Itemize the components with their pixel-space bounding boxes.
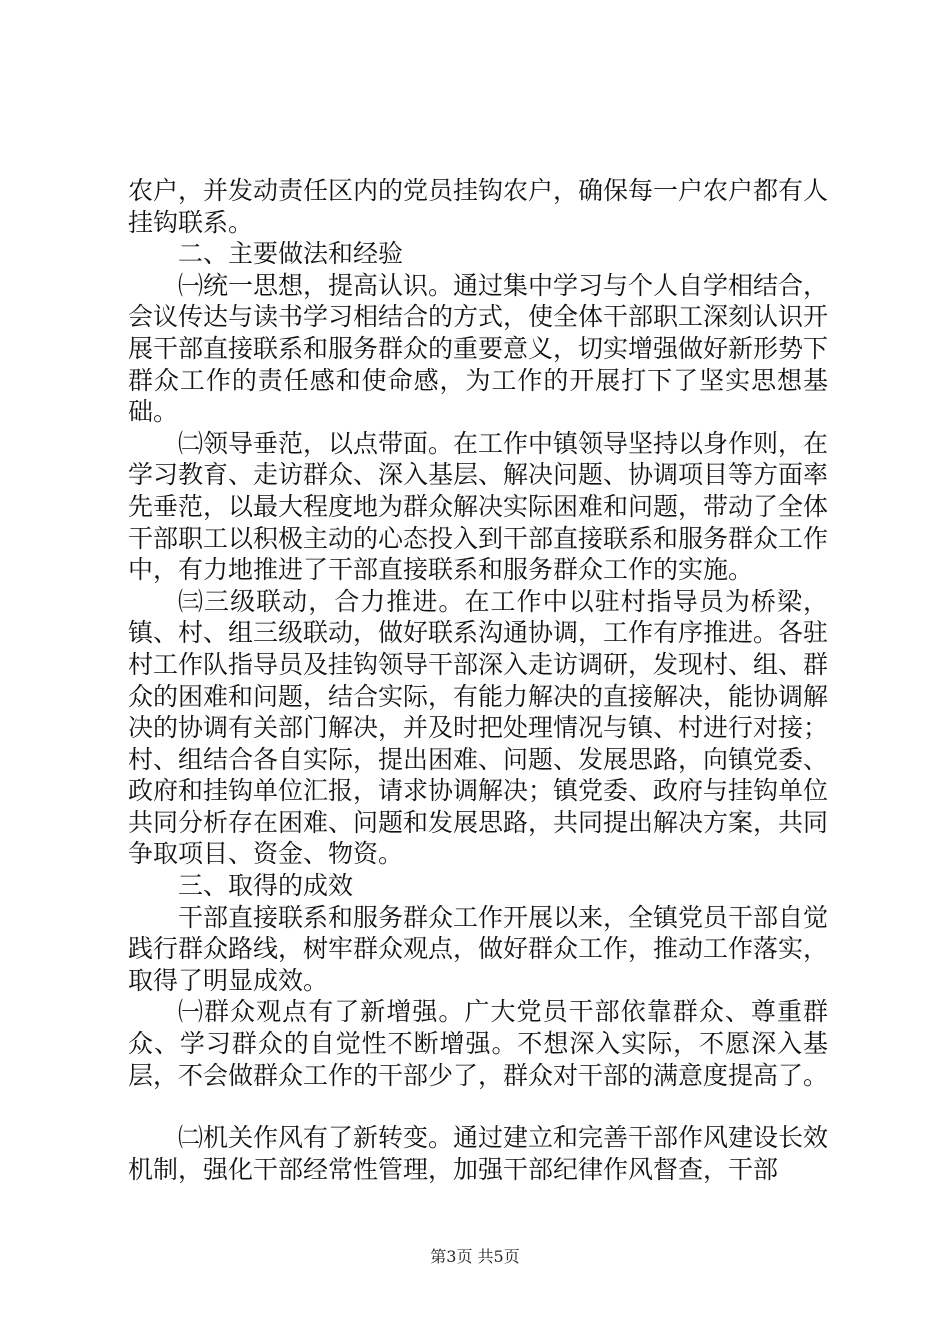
paragraph-continuation: 农户，并发动责任区内的党员挂钩农户，确保每一户农户都有人挂钩联系。 — [128, 176, 829, 237]
paragraph-three-level-linkage: ㈢三级联动，合力推进。在工作中以驻村指导员为桥梁，镇、村、组三级联动，做好联系沟通协调，工作有序推进。各驻村工作队指导员及挂钩领导干部深入走访调研，发现村、组、群众的困难和问题，结合实际，有能力解决的直接解决，能协调解决的协调有关部门解决，并及时把处理情况与镇、村进行对接；村、组结合各自实际，提出困难、问题、发展思路，向镇党委、政府和挂钩单位汇报，请求协调解决；镇党委、政府与挂钩单位共同分析存在困难、问题和发展思路，共同提出解决方案，共同争取项目、资金、物资。 — [128, 586, 829, 869]
section-heading-methods: 二、主要做法和经验 — [178, 239, 404, 269]
page-footer: 第3页 共5页 — [430, 1247, 520, 1266]
document-body — [128, 175, 828, 1185]
paragraph-work-style: ㈡机关作风有了新转变。通过建立和完善干部作风建设长效机制，强化干部经常性管理，加强干部纪律作风督查，干部 — [128, 1123, 829, 1184]
section-heading-results: 三、取得的成效 — [178, 871, 354, 901]
paragraph-results-intro: 干部直接联系和服务群众工作开展以来，全镇党员干部自觉践行群众路线，树牢群众观点，做好群众工作，推动工作落实，取得了明显成效。 — [128, 902, 829, 995]
paragraph-unify-thinking: ㈠统一思想，提高认识。通过集中学习与个人自学相结合，会议传达与读书学习相结合的方式，使全体干部职工深刻认识开展干部直接联系和服务群众的重要意义，切实增强做好新形势下群众工作的责任感和使命感，为工作的开展打下了坚实思想基础。 — [128, 270, 829, 427]
paragraph-leadership-example: ㈡领导垂范，以点带面。在工作中镇领导坚持以身作则，在学习教育、走访群众、深入基层、解决问题、协调项目等方面率先垂范，以最大程度地为群众解决实际困难和问题，带动了全体干部职工以积极主动的心态投入到干部直接联系和服务群众工作中，有力地推进了干部直接联系和服务群众工作的实施。 — [128, 428, 829, 585]
paragraph-mass-viewpoint: ㈠群众观点有了新增强。广大党员干部依靠群众、尊重群众、学习群众的自觉性不断增强。不想深入实际，不愿深入基层，不会做群众工作的干部少了，群众对干部的满意度提高了。 — [128, 997, 829, 1090]
